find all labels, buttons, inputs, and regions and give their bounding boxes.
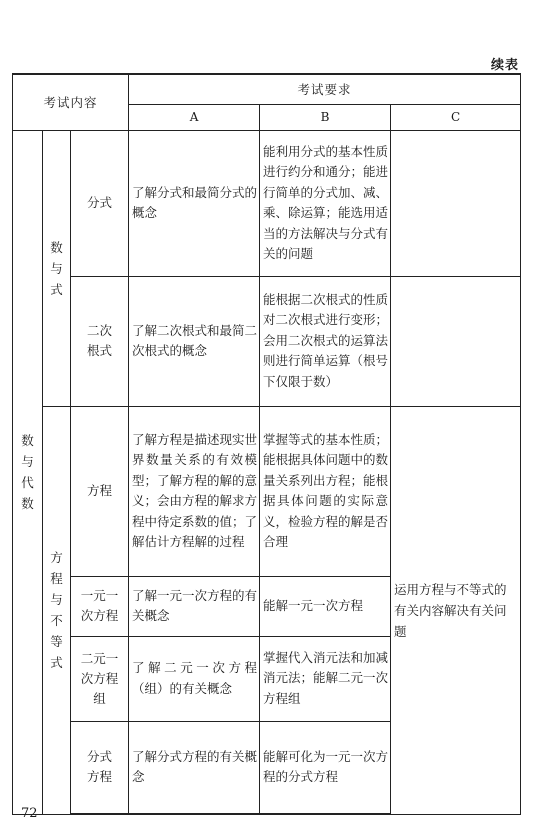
- topic-label: 一元一次方程: [80, 588, 119, 623]
- domain-cell: [13, 130, 43, 814]
- requirement-a-text: 了解二元一次方程（组）的有关概念: [132, 660, 258, 696]
- requirement-b-cell: [260, 576, 391, 636]
- requirement-b-cell: [260, 276, 391, 406]
- requirement-b-cell: [260, 130, 391, 276]
- requirement-a-text: 了解一元一次方程的有关概念: [132, 587, 258, 623]
- requirement-b-text: 掌握等式的基本性质；能根据具体问题中的数量关系列出方程；能根据具体问题的实际意义，检验方程的解是否合理: [263, 431, 389, 549]
- header-col-c: C: [391, 104, 521, 130]
- requirement-b-text: 能利用分式的基本性质进行约分和通分；能进行简单的分式加、减、乘、除运算；能选用适当的方法解决与分式有关的问题: [263, 143, 389, 261]
- requirement-b-cell: [260, 721, 391, 814]
- requirement-b-text: 能解一元一次方程: [263, 597, 364, 613]
- topic-cell: [71, 636, 129, 721]
- group-cell-number-expression: [43, 130, 71, 406]
- requirement-c-cell: [391, 406, 521, 814]
- requirement-a-cell: [129, 130, 260, 276]
- requirement-a-cell: [129, 636, 260, 721]
- requirement-a-text: 了解方程是描述现实世界数量关系的有效模型；了解方程的解的意义；会由方程的解求方程中待定系数的值；了解估计方程解的过程: [132, 431, 258, 549]
- requirement-b-text: 能解可化为一元一次方程的分式方程: [263, 748, 389, 785]
- requirement-a-cell: [129, 276, 260, 406]
- requirement-a-text: 了解分式方程的有关概念: [132, 748, 258, 785]
- header-requirements: 考试要求: [129, 74, 521, 104]
- requirement-a-text: 了解二次根式和最简二次根式的概念: [132, 322, 258, 358]
- requirement-c-text: 运用方程与不等式的有关内容解决有关问题: [394, 581, 507, 639]
- requirement-c-cell: [391, 276, 521, 406]
- header-content: 考试内容: [13, 74, 129, 130]
- requirement-a-cell: [129, 721, 260, 814]
- topic-label: 二元一次方程组: [80, 650, 119, 706]
- requirement-a-cell: [129, 576, 260, 636]
- continued-label: 续表: [490, 58, 519, 73]
- group-cell-equations-inequalities: [43, 406, 71, 814]
- requirement-c-cell: [391, 130, 521, 276]
- domain-label: 数与代数: [21, 433, 34, 511]
- group-label: 数与式: [50, 239, 63, 297]
- topic-label: 方程: [87, 483, 113, 498]
- exam-requirements-table: [12, 73, 521, 815]
- requirement-b-text: 能根据二次根式的性质对二次根式进行变形；会用二次根式的运算法则进行简单运算（根号下仅限于数）: [263, 291, 389, 389]
- requirement-b-cell: [260, 636, 391, 721]
- topic-cell: [71, 130, 129, 276]
- topic-cell: [71, 406, 129, 576]
- topic-cell: [71, 721, 129, 814]
- requirement-a-text: 了解分式和最简分式的概念: [132, 184, 258, 220]
- topic-label: 二次根式: [87, 323, 113, 358]
- topic-label: 分式: [87, 195, 113, 210]
- requirement-b-text: 掌握代入消元法和加减消元法；能解二元一次方程组: [263, 649, 389, 706]
- requirement-a-cell: [129, 406, 260, 576]
- group-label: 方程与不等式: [50, 550, 63, 670]
- header-col-b: B: [260, 104, 391, 130]
- page-number: 72: [21, 806, 38, 821]
- topic-cell: [71, 276, 129, 406]
- header-col-a: A: [129, 104, 260, 130]
- topic-label: 分式方程: [87, 749, 113, 785]
- requirement-b-cell: [260, 406, 391, 576]
- topic-cell: [71, 576, 129, 636]
